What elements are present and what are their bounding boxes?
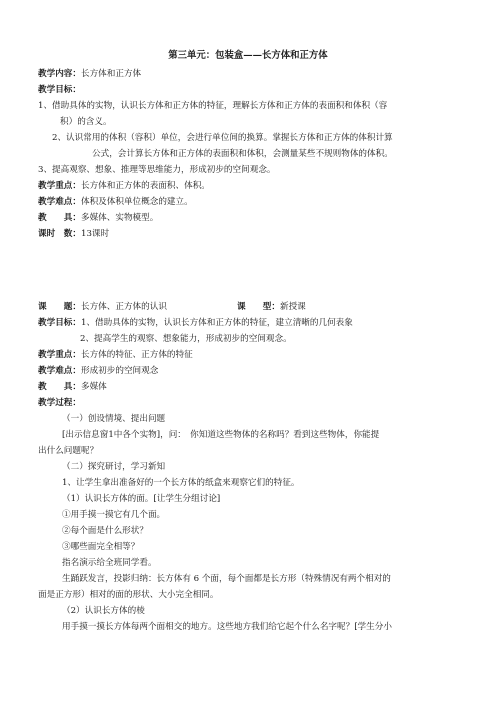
- process-paragraph: 生踊跃发言，投影归纳：长方体有 6 个面，每个面都是长方形（特殊情况有两个相对的: [62, 574, 391, 584]
- lesson-topic-line: [38, 302, 167, 313]
- unit-hours-line: [38, 229, 109, 240]
- process-question: ③哪些面完全相等？: [62, 542, 140, 552]
- lesson-difficulty-line: [38, 366, 158, 377]
- lesson-key-line: [38, 350, 193, 361]
- value: 长方体和正方体的表面积、体积。: [80, 181, 210, 191]
- label: 教学目标：: [38, 85, 81, 95]
- process-paragraph-cont: 面是正方形）相对的面的形状、大小完全相同。: [38, 590, 219, 600]
- unit-goal-1-cont: 积）的含义。: [60, 117, 112, 127]
- label: 教学过程：: [38, 398, 81, 408]
- page-title: 第三单元：包装盒——长方体和正方体: [168, 50, 328, 61]
- unit-goal-2-cont: 公式，会计算长方体和正方体的表面积和体积，会测量某些不规则物体的体积。: [92, 149, 393, 159]
- process-paragraph-cont: 出什么问题呢？: [38, 446, 99, 456]
- lesson-process-heading: [38, 398, 81, 409]
- label: 课 题：: [38, 302, 81, 312]
- value: 1、借助具体的实物，认识长方体和正方体的特征，建立清晰的几何表象: [80, 318, 353, 328]
- unit-tools-line: [38, 213, 158, 224]
- process-question: ①用手摸一摸它有几个面。: [62, 510, 166, 520]
- unit-goal-2: 2、认识常用的体积（容积）单位，会进行单位间的换算。掌握长方体和正方体的体积计算: [52, 133, 393, 143]
- label: 教学重点：: [38, 350, 81, 360]
- value: 长方体、正方体的认识: [80, 302, 167, 312]
- process-paragraph: （1）认识长方体的面。[让学生分组讨论]: [62, 494, 221, 504]
- process-paragraph: 用手摸一摸长方体每两个面相交的地方。这些地方我们给它起个什么名字呢？[学生分小: [62, 622, 392, 632]
- process-paragraph: [出示信息窗1中各个实物]，问： 你知道这些物体的名称吗？看到这些物体，你能提: [62, 430, 380, 440]
- value: 新授课: [279, 302, 306, 312]
- label: 教学重点：: [38, 181, 81, 191]
- label: 课 型：: [237, 302, 280, 312]
- unit-goals-heading: [38, 85, 81, 96]
- value: 体积及体积单位概念的建立。: [80, 197, 193, 207]
- lesson-type-line: [237, 302, 306, 313]
- lesson-goal-2: 2、提高学生的观察、想象能力，形成初步的空间观念。: [80, 334, 292, 344]
- label: 教学目标：: [38, 318, 81, 328]
- label: 教学内容：: [38, 69, 81, 79]
- label: 课时 数：: [38, 229, 81, 239]
- unit-content-line: [38, 69, 141, 80]
- lesson-goal-1: [38, 318, 353, 329]
- unit-goal-3: 3、提高观察、想象、推理等思维能力，形成初步的空间观念。: [38, 165, 276, 175]
- label: 教 具：: [38, 213, 81, 223]
- label: 教学难点：: [38, 197, 81, 207]
- process-paragraph: 指名演示给全班同学看。: [62, 558, 157, 568]
- process-paragraph: 1、让学生拿出准备好的一个长方体的纸盒来观察它们的特征。: [62, 478, 300, 488]
- label: 教学难点：: [38, 366, 81, 376]
- unit-key-line: [38, 181, 210, 192]
- value: 长方体和正方体: [80, 69, 142, 79]
- unit-difficulty-line: [38, 197, 193, 208]
- value: 形成初步的空间观念: [80, 366, 159, 376]
- value: 多媒体、实物模型。: [80, 213, 159, 223]
- value: 多媒体: [80, 382, 107, 392]
- process-question: ②每个面是什么形状？: [62, 526, 148, 536]
- label: 教 具：: [38, 382, 81, 392]
- unit-goal-1: 1、借助具体的实物，认识长方体和正方体的特征，理解长方体和正方体的表面积和体积（容: [38, 101, 388, 111]
- process-paragraph: （2）认识长方体的棱: [62, 606, 145, 616]
- value: 长方体的特征、正方体的特征: [80, 350, 193, 360]
- lesson-tools-line: [38, 382, 107, 393]
- process-step-2: （二）探究研讨，学习新知: [62, 462, 166, 472]
- value: 13课时: [80, 229, 110, 239]
- process-step-1: （一）创设情境、提出问题: [62, 414, 166, 424]
